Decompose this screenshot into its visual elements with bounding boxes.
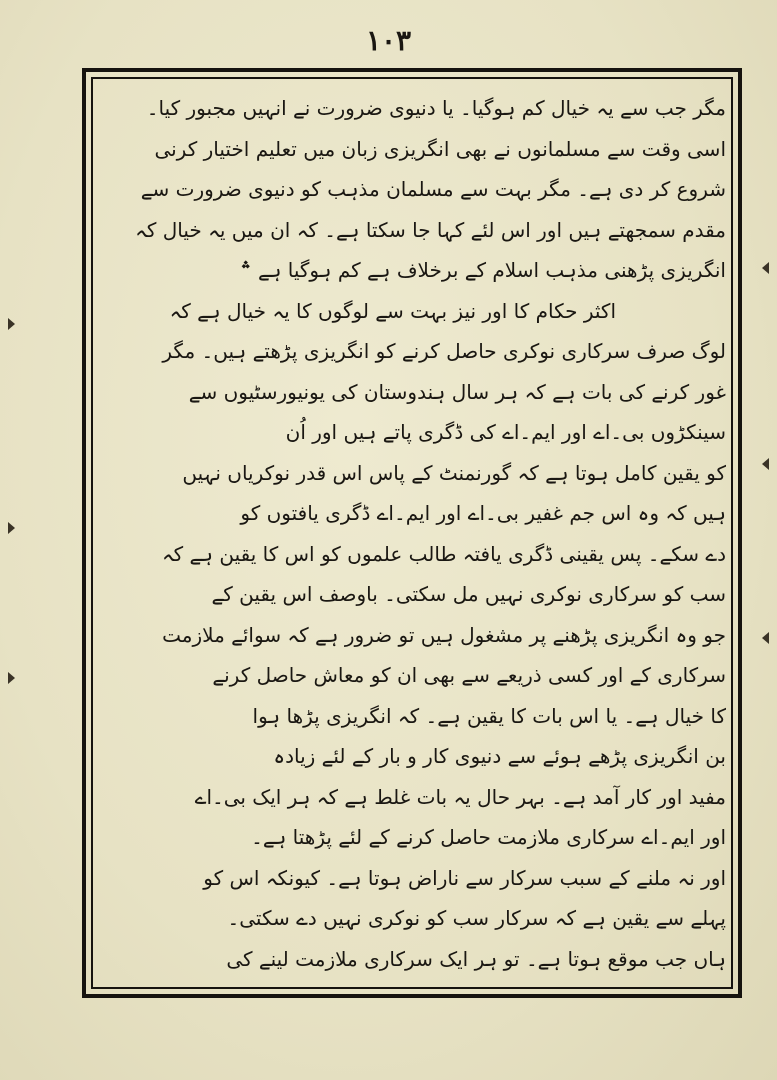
text-line: ہیں کہ وہ اس جم غفیر بی۔اے اور ایم۔اے ڈگری یافتوں کو [240,501,726,525]
text-line: اسی وقت سے مسلمانوں نے بھی انگریزی زبان میں تعلیم اختیار کرنی [154,136,726,161]
text-line: اور نہ ملنے کے سبب سرکار سے ناراض ہوتا ہے۔ کیونکہ اس کو [203,865,726,890]
text-line: مگر جب سے یہ خیال کم ہوگیا۔ یا دنیوی ضرورت نے انہیں مجبور کیا۔ [146,96,726,120]
text-line: سرکاری کے اور کسی ذریعے سے بھی ان کو معاش حاصل کرنے [212,663,726,687]
text-line: جو وہ انگریزی پڑھنے پر مشغول ہیں تو ضرور ہے کہ سوائے ملازمت [162,622,726,647]
left-margin-mark [8,318,15,330]
text-line: اور ایم۔اے سرکاری ملازمت حاصل کرنے کے لئے پڑھتا ہے۔ [251,825,726,849]
text-line: کا خیال ہے۔ یا اس بات کا یقین ہے۔ کہ انگریزی پڑھا ہوا [252,703,726,728]
body-text [104,88,726,978]
text-line: سینکڑوں بی۔اے اور ایم۔اے کی ڈگری پاتے ہیں اور اُن [285,420,726,444]
text-line: دے سکے۔ پس یقینی ڈگری یافتہ طالب علموں کو اس کا یقین ہے کہ [161,541,726,566]
text-line: لوگ صرف سرکاری نوکری حاصل کرنے کو انگریزی پڑھتے ہیں۔ مگر [162,339,726,363]
text-line: مفید اور کار آمد ہے۔ بہر حال یہ بات غلط ہے کہ ہر ایک بی۔اے [194,784,726,809]
text-line: کو یقین کامل ہوتا ہے کہ گورنمنٹ کے پاس اس قدر نوکریاں نہیں [182,460,726,485]
page-number: ۱۰۳ [365,24,412,57]
text-line: غور کرنے کی بات ہے کہ ہر سال ہندوستان کی یونیورسٹیوں سے [188,379,726,404]
text-line: شروع کر دی ہے۔ مگر بہت سے مسلمان مذہب کو دنیوی ضرورت سے [140,177,726,201]
text-line: پہلے سے یقین ہے کہ سرکار سب کو نوکری نہیں دے سکتی۔ [227,906,726,930]
text-line: ہاں جب موقع ہوتا ہے۔ تو ہر ایک سرکاری ملازمت لینے کی [226,946,726,971]
text-line: اکثر حکام کا اور نیز بہت سے لوگوں کا یہ خیال ہے کہ [169,298,616,323]
left-margin-mark [8,672,15,684]
text-line: سب کو سرکاری نوکری نہیں مل سکتی۔ باوصف اس یقین کے [211,582,726,606]
right-margin-mark [762,632,769,644]
text-line: مقدم سمجھتے ہیں اور اس لئے کہا جا سکتا ہے۔ کہ ان میں یہ خیال کہ [135,217,726,242]
left-margin-mark [8,522,15,534]
text-line: انگریزی پڑھنی مذہب اسلام کے برخلاف ہے کم ہوگیا ہے ؞ [239,258,726,282]
right-margin-mark [762,262,769,274]
text-line: بن انگریزی پڑھے ہوئے سے دنیوی کار و بار کے لئے زیادہ [273,744,726,768]
right-margin-mark [762,458,769,470]
